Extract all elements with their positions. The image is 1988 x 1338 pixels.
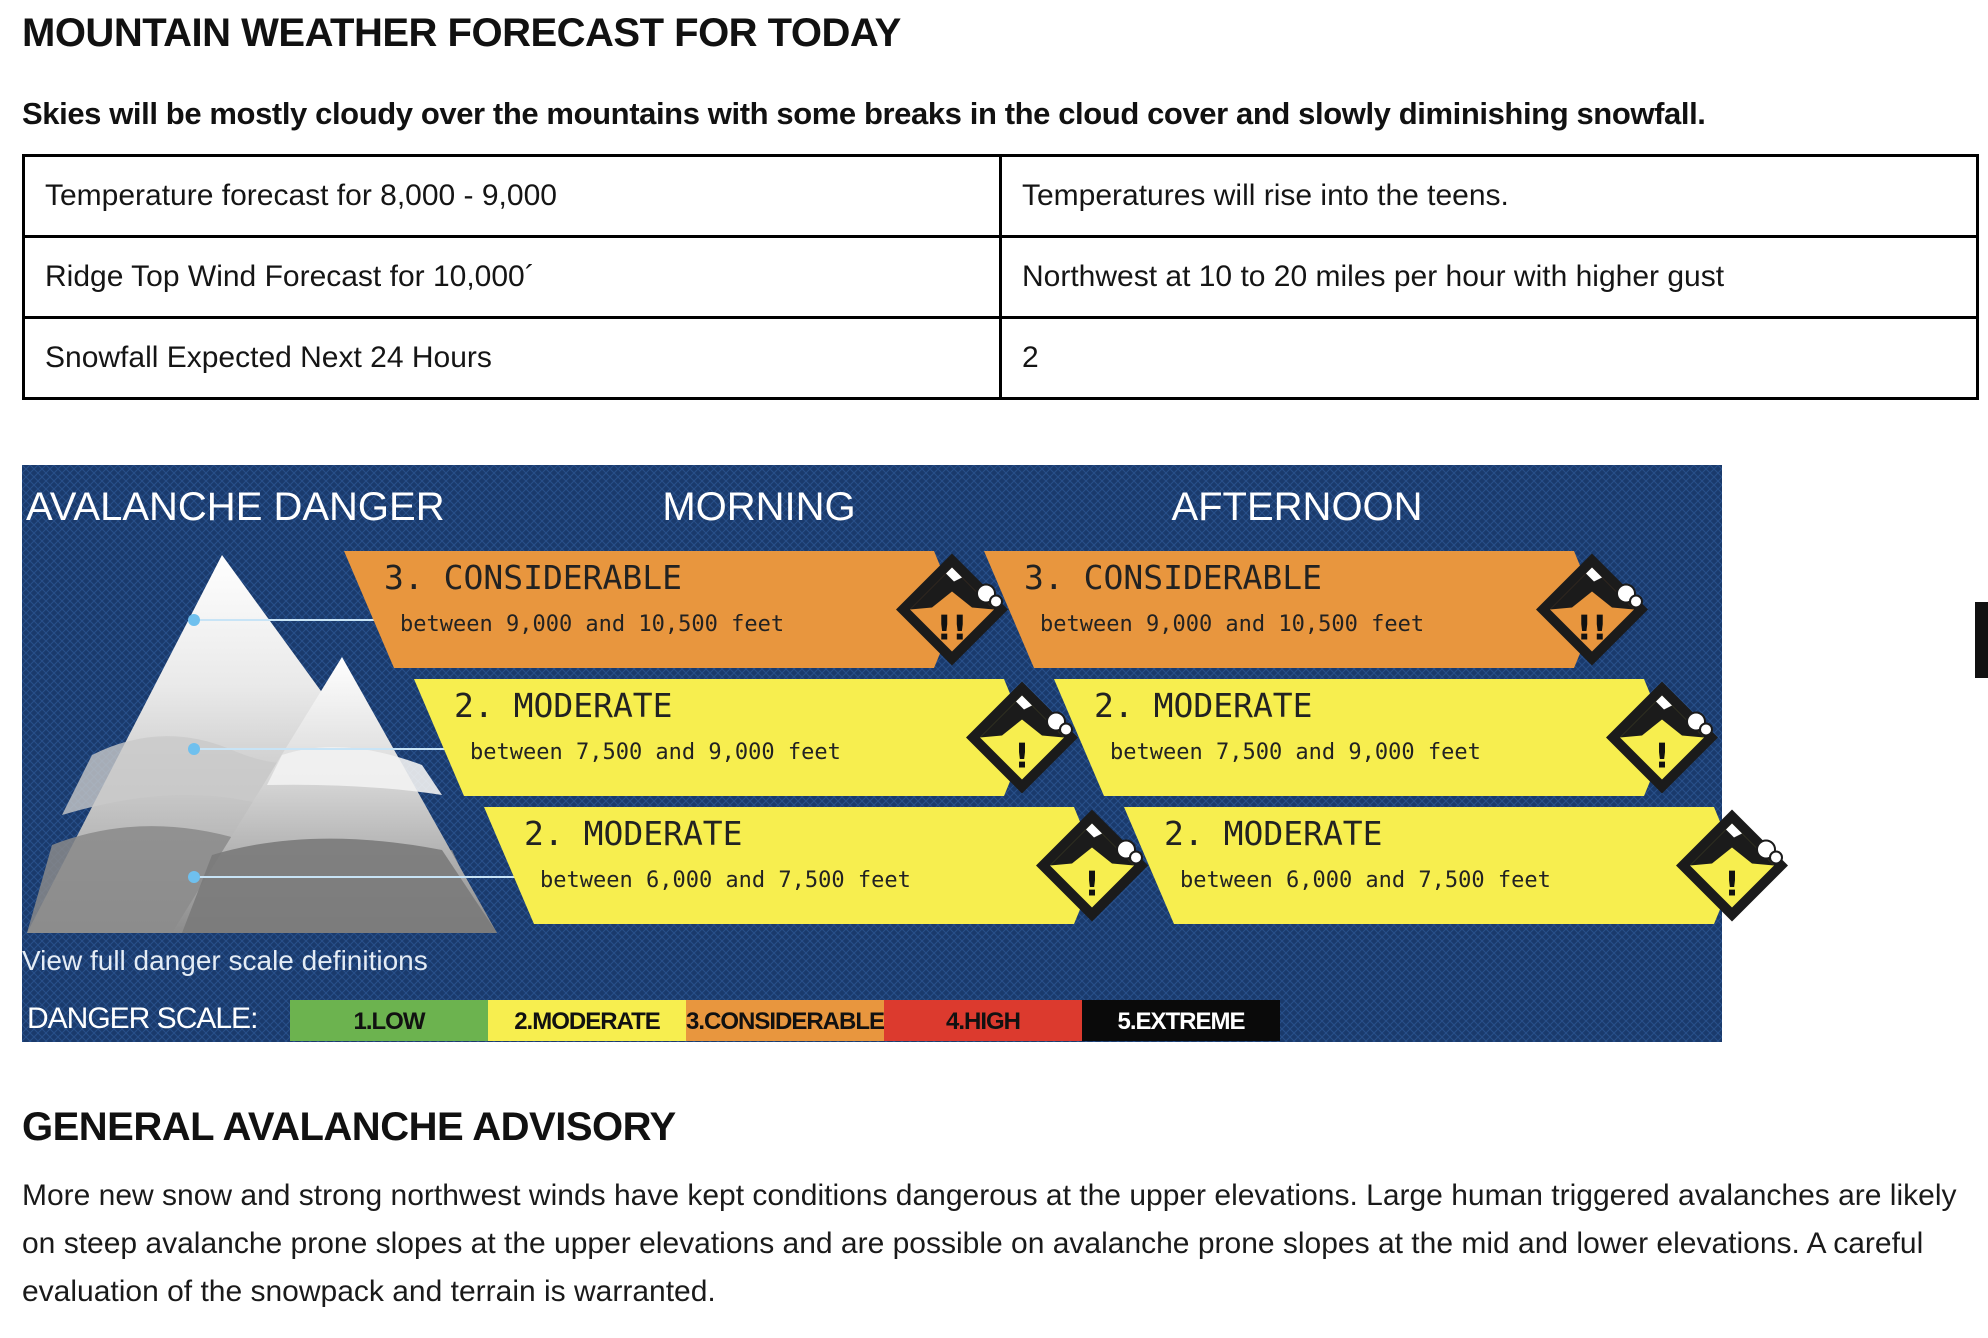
danger-scale-label-item: 2.MODERATE	[514, 1008, 660, 1035]
danger-scale-segment	[488, 1000, 686, 1041]
danger-scale	[290, 1000, 1280, 1041]
danger-level-label: 2. MODERATE	[454, 686, 673, 725]
avalanche-danger-title: AVALANCHE DANGER	[26, 485, 445, 529]
forecast-value-wind: Northwest at 10 to 20 miles per hour with higher gust	[1001, 237, 1978, 318]
afternoon-danger-band	[1124, 807, 1788, 924]
avalanche-danger-graphic	[22, 465, 1740, 1042]
danger-elevation-range: between 9,000 and 10,500 feet	[1040, 612, 1425, 637]
danger-scale-segment	[884, 1000, 1082, 1041]
table-row	[24, 156, 1978, 237]
danger-level-label: 3. CONSIDERABLE	[384, 558, 683, 597]
danger-exclamation-icon: !	[1084, 864, 1100, 905]
advisory-text: More new snow and strong northwest winds have kept conditions dangerous at the upper elevations. Large human triggered avalanches are likely on steep avalanche prone slopes at the upper elevations and are possible on avalanche prone slopes at the mid and lower elevations. A careful evaluation of the snowpack and terrain is warranted.	[22, 1179, 1957, 1308]
danger-exclamation-icon: !	[1724, 864, 1740, 905]
danger-level-label: 2. MODERATE	[1164, 814, 1383, 853]
danger-exclamation-icon: !	[1014, 736, 1030, 777]
danger-exclamation-icon: !!	[936, 608, 968, 649]
forecast-label-temperature: Temperature forecast for 8,000 - 9,000	[24, 156, 1001, 237]
danger-elevation-range: between 6,000 and 7,500 feet	[540, 868, 911, 893]
danger-exclamation-icon: !!	[1576, 608, 1608, 649]
forecast-label-snowfall: Snowfall Expected Next 24 Hours	[24, 318, 1001, 399]
danger-scale-link[interactable]: View full danger scale definitions	[22, 945, 428, 976]
afternoon-danger-band	[1054, 679, 1718, 796]
danger-exclamation-icon: !	[1654, 736, 1670, 777]
forecast-value-temperature: Temperatures will rise into the teens.	[1001, 156, 1978, 237]
danger-scale-label-item: 3.CONSIDERABLE	[685, 1008, 885, 1035]
advisory-title: GENERAL AVALANCHE ADVISORY	[22, 1105, 676, 1149]
afternoon-danger-band	[984, 551, 1648, 668]
morning-danger-band	[484, 807, 1148, 924]
weather-forecast-table	[22, 154, 1979, 400]
danger-scale-label-item: 4.HIGH	[945, 1008, 1021, 1035]
danger-level-label: 2. MODERATE	[524, 814, 743, 853]
afternoon-label: AFTERNOON	[1171, 485, 1423, 529]
danger-level-label: 3. CONSIDERABLE	[1024, 558, 1323, 597]
cropped-edge-glyph	[1975, 602, 1988, 678]
danger-scale-label-item: 5.EXTREME	[1117, 1008, 1245, 1035]
forecast-label-wind: Ridge Top Wind Forecast for 10,000´	[24, 237, 1001, 318]
danger-scale-label-item: 1.LOW	[353, 1008, 425, 1035]
danger-elevation-range: between 6,000 and 7,500 feet	[1180, 868, 1551, 893]
weather-summary: Skies will be mostly cloudy over the mountains with some breaks in the cloud cover and slowly diminishing snowfall.	[22, 96, 1706, 131]
danger-elevation-range: between 7,500 and 9,000 feet	[470, 740, 841, 765]
table-row	[24, 318, 1978, 399]
morning-danger-band	[414, 679, 1078, 796]
danger-scale-segment	[1082, 1000, 1280, 1041]
danger-scale-label: DANGER SCALE:	[27, 1002, 258, 1035]
danger-elevation-range: between 9,000 and 10,500 feet	[400, 612, 785, 637]
morning-danger-band	[344, 551, 1008, 668]
danger-level-label: 2. MODERATE	[1094, 686, 1313, 725]
forecast-value-snowfall: 2	[1001, 318, 1978, 399]
danger-elevation-range: between 7,500 and 9,000 feet	[1110, 740, 1481, 765]
weather-forecast-title: MOUNTAIN WEATHER FORECAST FOR TODAY	[22, 11, 901, 55]
table-row	[24, 237, 1978, 318]
danger-scale-segment	[290, 1000, 488, 1041]
morning-label: MORNING	[662, 485, 856, 529]
danger-scale-segment	[686, 1000, 885, 1041]
